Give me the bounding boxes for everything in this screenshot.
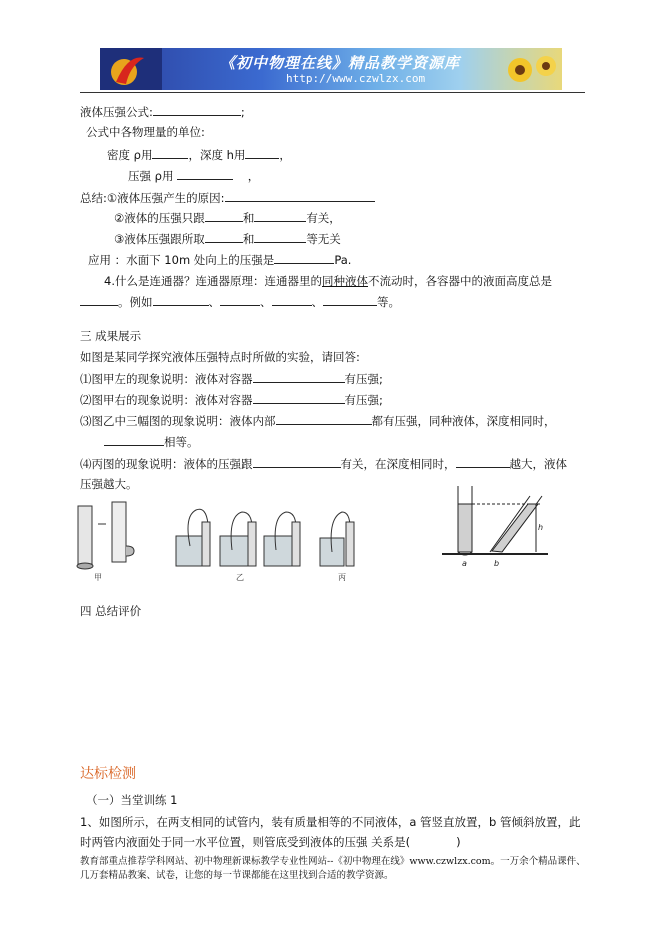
fig-label-jia: 甲 [94, 573, 102, 582]
section3-q4: ⑷丙图的现象说明：液体的压强跟 有关，在深度相同时， 越大，液体 [80, 457, 567, 471]
q4-line2: 。例如 、 、 、 等。 [80, 293, 400, 310]
tubes-figure [440, 482, 550, 574]
check-question-line2: 时两管内液面处于同一水平位置，则管底受到液体的压强 关系是( ) [80, 835, 461, 849]
q4-line1: 4.什么是连通器？连通器原理：连通器里的同种液体不流动时，各容器中的液面高度总是 [104, 274, 552, 288]
check-question-line1: 1、如图所示，在两支相同的试管内，装有质量相等的不同液体，a 管竖直放置，b 管倾斜放置，此 [80, 815, 581, 829]
summary-item2: ②液体的压强只跟 和 有关， [114, 211, 341, 225]
units-heading: 公式中各物理量的单位: [86, 125, 205, 139]
section3-q4-cont: 压强越大。 [80, 477, 138, 491]
section3-q1: ⑴图甲左的现象说明：液体对容器 有压强; [80, 372, 383, 386]
section3-title: 三 成果展示 [80, 329, 142, 343]
sunflower-icon [500, 48, 562, 90]
summary-apply: 应用 ：水面下 10m 处向上的压强是 Pa. [88, 253, 352, 267]
header-banner [100, 48, 562, 90]
tube-side-membrane [112, 502, 126, 562]
summary-item1: 总结:①液体压强产生的原因: [80, 189, 375, 206]
tube-a-label: a [462, 559, 467, 568]
height-label: h [538, 523, 544, 532]
section3-q3-cont: 相等。 [104, 433, 199, 450]
formula-line: 液体压强公式: ; [80, 105, 245, 119]
header-rule [80, 92, 585, 93]
section3-q3: ⑶图乙中三幅图的现象说明：液体内部 都有压强，同种液体，深度相同时， [80, 414, 556, 428]
footer-line1: 教育部重点推荐学科网站、初中物理新课标教学专业性网站--《初中物理在线》www.czwlzx.com。一万余个精品课件、 [80, 856, 586, 867]
tube-b-label: b [494, 559, 500, 568]
check-subtitle: （一）当堂训练 1 [86, 793, 178, 807]
logo-icon [100, 48, 162, 90]
header-url: http://www.czwlzx.com [286, 72, 426, 85]
summary-item3: ③液体压强跟所取 和 等无关 [114, 232, 341, 246]
pressure-unit-line: 压强 ρ用 ， [128, 169, 260, 183]
tube-bottom-membrane [78, 506, 92, 564]
fig-label-bing: 丙 [338, 573, 346, 582]
section3-q2: ⑵图甲右的现象说明：液体对容器 有压强; [80, 393, 383, 407]
fig-label-yi: 乙 [236, 573, 244, 582]
beaker-group-yi [176, 509, 300, 566]
check-title: 达标检测 [80, 766, 136, 782]
footer-line2: 几万套精品教案、试卷，让您的每一节课都能在这里找到合适的教学资源。 [80, 870, 394, 881]
section4-title: 四 总结评价 [80, 604, 142, 618]
experiment-figure [70, 494, 370, 584]
density-depth-line: 密度 ρ用 ，深度 h用 ， [107, 148, 291, 162]
header-title: 《初中物理在线》精品教学资源库 [220, 54, 461, 72]
section3-intro: 如图是某同学探究液体压强特点时所做的实验，请回答: [80, 350, 360, 364]
beaker-group-bing [320, 512, 354, 566]
